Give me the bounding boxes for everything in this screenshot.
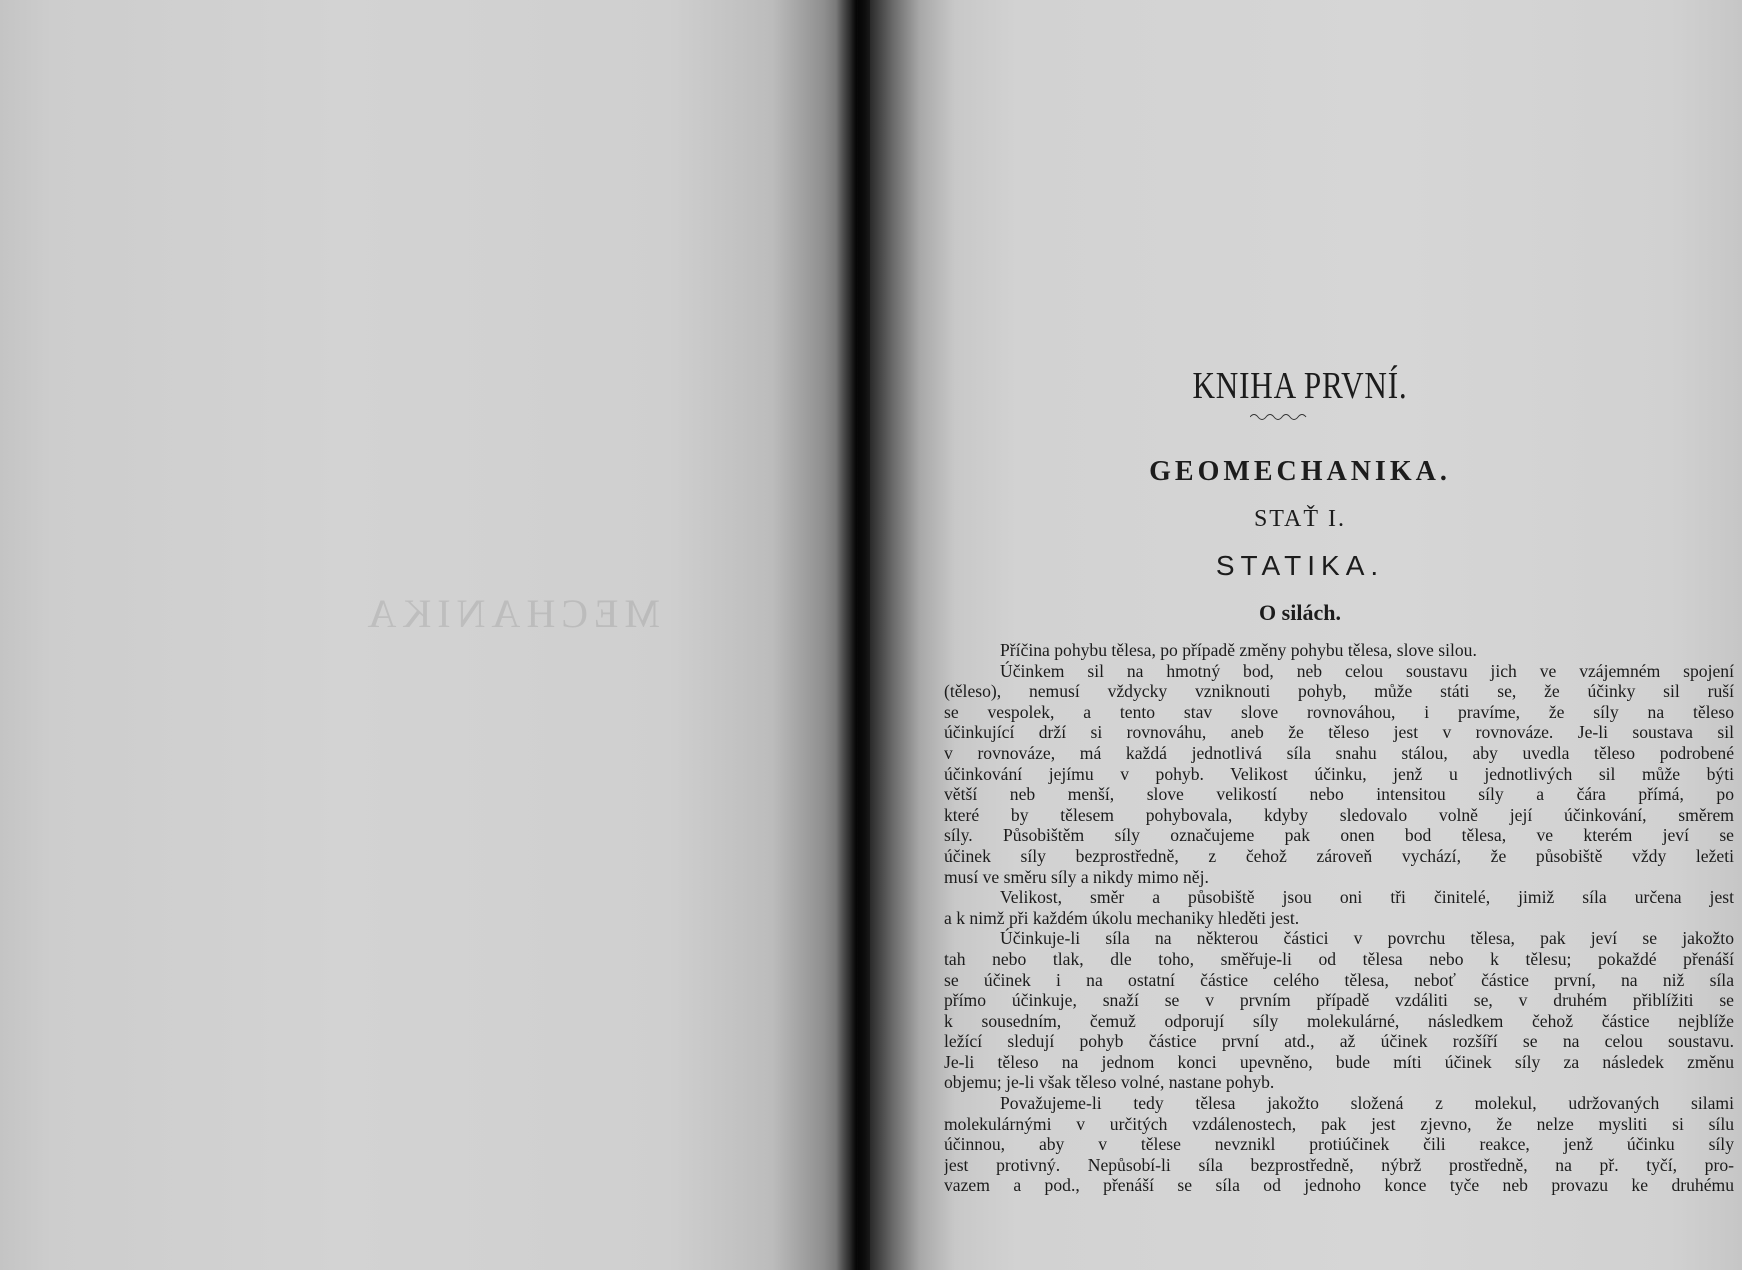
text-line: Účinkem sil na hmotný bod, neb celou soustavu jich ve vzájemném spojení [1000, 660, 1734, 681]
section-title: GEOMECHANIKA. [1149, 456, 1451, 487]
text-line: jest protivný. Nepůsobí-li síla bezprostředně, nýbrž prostředně, na př. tyčí, pro- [944, 1154, 1734, 1175]
body-text [944, 640, 1734, 1196]
text-line: (těleso), nemusí vždycky vzniknouti pohyb, může státi se, že účinky sil ruší [944, 681, 1734, 702]
ornament-squiggle-icon [1250, 412, 1310, 422]
text-line: k sousedním, čemuž odporují síly molekulárné, následkem čehož částice nejblíže [944, 1010, 1734, 1031]
chapter-title: STAŤ I. [1253, 506, 1347, 532]
text-line: molekulárnými v určitých vzdálenostech, pak jest zjevno, že nelze mysliti si sílu [944, 1113, 1734, 1134]
text-line: se účinek i na ostatní částice celého tělesa, neboť částice první, na niž síla [944, 969, 1734, 990]
text-line: které by tělesem pohybovala, kdyby sledovalo volně její účinkování, směrem [944, 804, 1734, 825]
left-page [0, 0, 858, 1270]
text-line: účinek síly bezprostředně, z čehož zároveň vychází, že působiště vždy ležeti [944, 845, 1734, 866]
part-title: STATIKA. [1215, 550, 1385, 581]
text-line: větší neb menší, slove velikostí nebo intensitou síly a čára přímá, po [944, 784, 1734, 805]
right-page-content [858, 0, 1742, 1270]
right-page [858, 0, 1742, 1270]
text-line: tah nebo tlak, dle toho, směřuje-li od tělesa nebo k tělesu; pokaždé přenáší [944, 948, 1734, 969]
show-through-bleed: MECHANIKA [361, 591, 660, 636]
text-line: ležící sledují pohyb částice první atd., až účinek rozšíří se na celou soustavu. [944, 1031, 1734, 1052]
text-line: Účinkuje-li síla na některou částici v povrchu tělesa, pak jeví se jakožto [1000, 928, 1734, 949]
text-line: se vespolek, a tento stav slove rovnováhou, i pravíme, že síly na těleso [944, 701, 1734, 722]
text-line: síly. Působištěm síly označujeme pak onen bod tělesa, ve kterém jeví se [944, 825, 1734, 846]
text-line: v rovnováze, má každá jednotlivá síla snahu stálou, aby uvedla těleso podrobené [944, 742, 1734, 763]
text-line: Velikost, směr a působiště jsou oni tři činitelé, jimiž síla určena jest [1000, 887, 1734, 908]
text-line: objemu; je-li však těleso volné, nastane pohyb. [944, 1072, 1275, 1093]
text-line: Příčina pohybu tělesa, po případě změny pohybu tělesa, slove silou. [1000, 640, 1477, 660]
text-line: vazem a pod., přenáší se síla od jednoho konce tyče neb provazu ke druhému [944, 1175, 1734, 1196]
text-line: a k nimž při každém úkolu mechaniky hleděti jest. [944, 907, 1300, 928]
subsection-title: O silách. [1259, 600, 1341, 625]
text-line: Považujeme-li tedy tělesa jakožto složená z molekul, udržovaných silami [1000, 1093, 1734, 1114]
text-line: účinkující drží si rovnováhu, aneb že těleso jest v rovnováze. Je-li soustava sil [944, 722, 1734, 743]
text-line: účinnou, aby v tělese nevznikl protiúčinek čili reakce, jenž účinku síly [944, 1134, 1734, 1155]
text-line: přímo účinkuje, snaží se v prvním případě vzdáliti se, v druhém přiblížiti se [944, 990, 1734, 1011]
text-line: účinkování jejímu v pohyb. Velikost účinku, jenž u jednotlivých sil může býti [944, 763, 1734, 784]
text-line: musí ve směru síly a nikdy mimo něj. [944, 866, 1209, 887]
text-line: Je-li těleso na jednom konci upevněno, bude míti účinek síly za následek změnu [944, 1051, 1734, 1072]
book-title: KNIHA PRVNÍ. [1192, 365, 1408, 407]
